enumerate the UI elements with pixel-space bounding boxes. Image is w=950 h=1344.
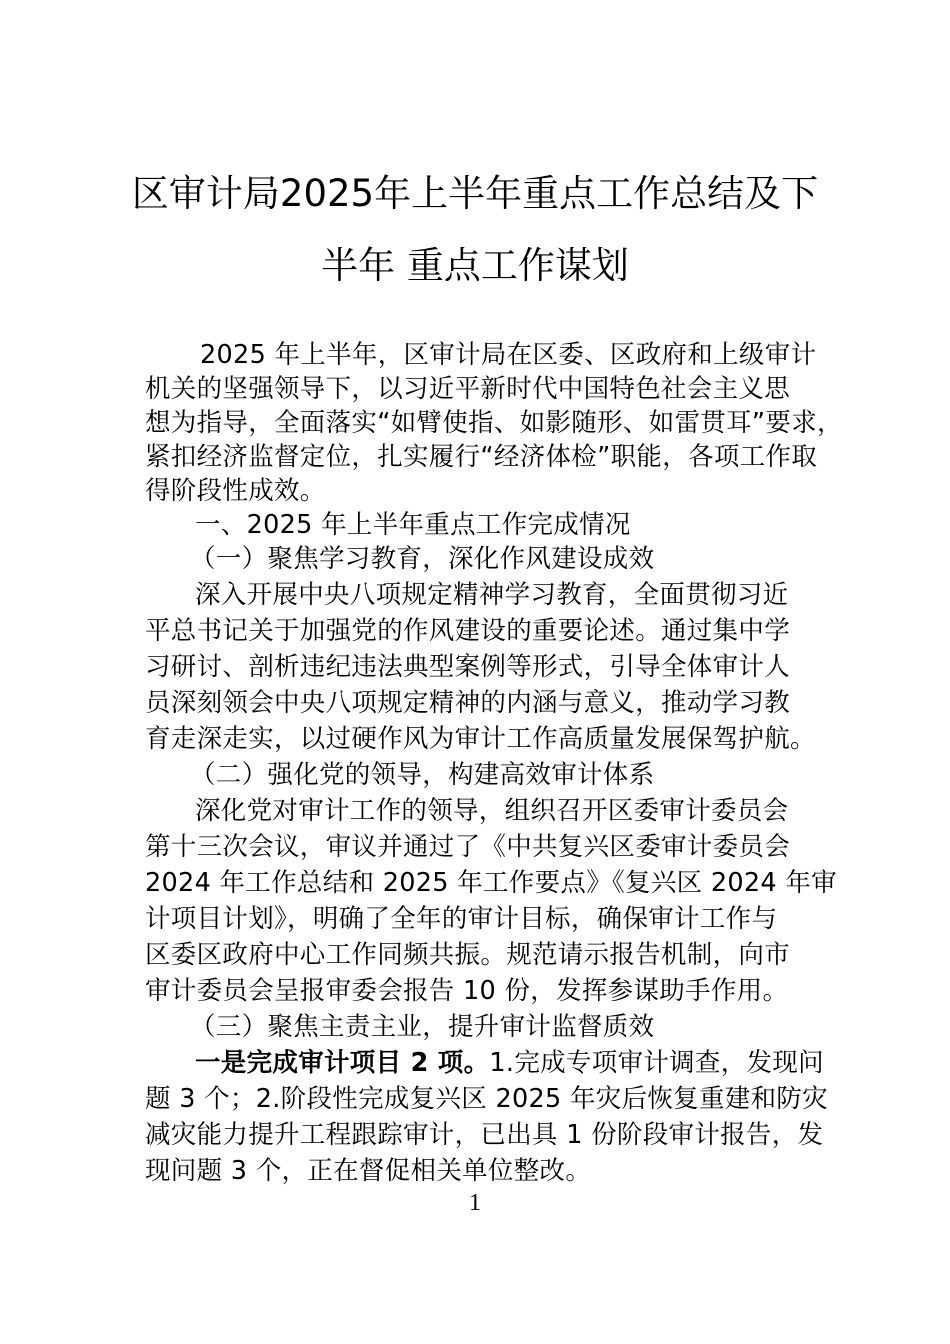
intro-line: 紧扣经济监督定位，扎实履行“经济体检”职能，各项工作取	[145, 442, 818, 472]
paragraph-line: 第十三次会议，审议并通过了《中共复兴区委审计委员会	[145, 832, 791, 862]
paragraph-line: 2024 年工作总结和 2025 年工作要点》《复兴区 2024 年审	[145, 868, 837, 898]
intro-line: 2025 年上半年，区审计局在区委、区政府和上级审计	[200, 340, 817, 370]
paragraph-line: 区委区政府中心工作同频共振。规范请示报告机制，向市	[145, 940, 791, 970]
intro-line: 机关的坚强领导下，以习近平新时代中国特色社会主义思	[145, 374, 791, 404]
intro-line: 想为指导，全面落实“如臂使指、如影随形、如雷贯耳”要求，	[145, 408, 843, 438]
paragraph-line: 审计委员会呈报审委会报告 10 份，发挥参谋助手作用。	[145, 976, 789, 1006]
paragraph-line: 员深刻领会中央八项规定精神的内涵与意义，推动学习教	[145, 688, 791, 718]
section-heading: 一、2025 年上半年重点工作完成情况	[195, 510, 631, 540]
paragraph-line: 育走深走实，以过硬作风为审计工作高质量发展保驾护航。	[145, 724, 816, 754]
paragraph-line: 计项目计划》，明确了全年的审计目标，确保审计工作与	[145, 904, 778, 934]
page-number: 1	[469, 1190, 481, 1216]
intro-line: 得阶段性成效。	[145, 476, 326, 506]
subsection-heading: （三）聚焦主责主业，提升审计监督质效	[190, 1012, 655, 1042]
paragraph-line: 现问题 3 个，正在督促相关单位整改。	[145, 1156, 592, 1186]
document-title-line-2: 半年 重点工作谋划	[321, 244, 629, 287]
paragraph-line	[195, 1046, 824, 1080]
document-title-line-1: 区审计局2025年上半年重点工作总结及下	[131, 172, 819, 215]
bold-lead-text: 一是完成审计项目 2 项。	[195, 1048, 490, 1078]
paragraph-line: 平总书记关于加强党的作风建设的重要论述。通过集中学	[145, 616, 791, 646]
subsection-heading: （一）聚焦学习教育，深化作风建设成效	[190, 544, 655, 574]
subsection-heading: （二）强化党的领导，构建高效审计体系	[190, 760, 655, 790]
paragraph-line: 习研讨、剖析违纪违法典型案例等形式，引导全体审计人	[145, 652, 791, 682]
paragraph-text: 1.完成专项审计调查，发现问	[489, 1048, 824, 1078]
paragraph-line: 深入开展中央八项规定精神学习教育，全面贯彻习近	[195, 580, 789, 610]
paragraph-line: 题 3 个；2.阶段性完成复兴区 2025 年灾后恢复重建和防灾	[145, 1084, 828, 1114]
paragraph-line: 减灾能力提升工程跟踪审计，已出具 1 份阶段审计报告，发	[145, 1120, 824, 1150]
paragraph-line: 深化党对审计工作的领导，组织召开区委审计委员会	[195, 796, 789, 826]
